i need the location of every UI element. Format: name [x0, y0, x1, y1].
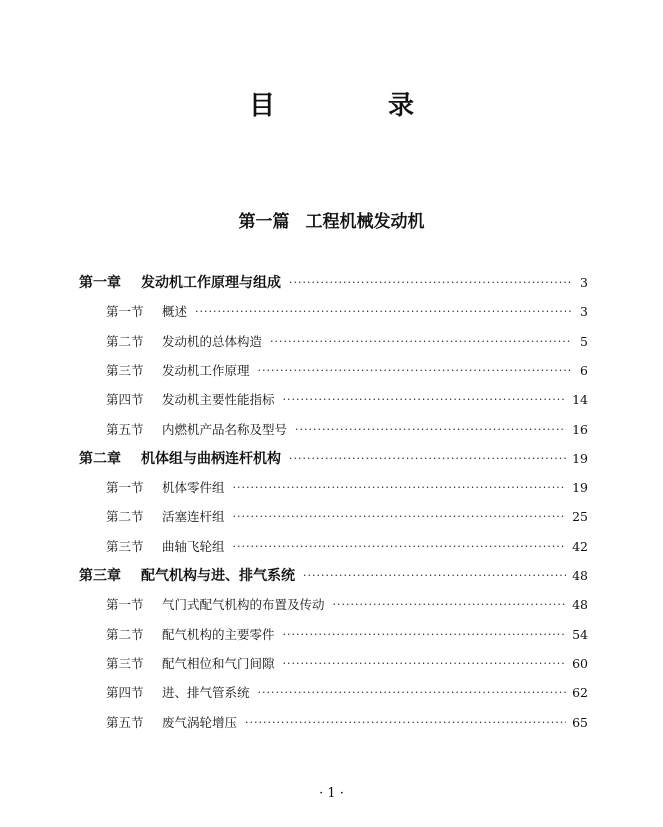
section-title: 发动机主要性能指标	[162, 392, 275, 407]
section-title: 内燃机产品名称及型号	[162, 422, 288, 437]
page-ref: 48	[572, 567, 588, 583]
section-number: 第四节	[106, 392, 144, 407]
dot-leader	[258, 686, 567, 699]
section-number: 第二节	[106, 627, 144, 642]
dot-leader	[233, 540, 567, 553]
section-title: 曲轴飞轮组	[162, 539, 225, 554]
page-ref: 16	[572, 421, 588, 437]
toc-chapter-row[interactable]	[79, 267, 588, 297]
dot-leader	[295, 423, 566, 436]
toc-section-row[interactable]	[106, 355, 588, 385]
section-title: 发动机的总体构造	[162, 334, 263, 349]
toc-section-row[interactable]	[106, 619, 588, 649]
chapter-number: 第二章	[79, 451, 121, 467]
dot-leader	[289, 276, 572, 289]
page-ref: 5	[580, 333, 588, 349]
page-ref: 3	[580, 303, 588, 319]
dot-leader	[195, 305, 572, 318]
section-title: 配气机构的主要零件	[162, 627, 275, 642]
chapter-number: 第三章	[79, 568, 121, 584]
section-title: 废气涡轮增压	[162, 715, 238, 730]
toc-section-row[interactable]	[106, 677, 588, 707]
chapter-title: 机体组与曲柄连杆机构	[141, 451, 281, 467]
chapter-title: 配气机构与进、排气系统	[141, 568, 295, 584]
section-number: 第一节	[106, 304, 144, 319]
page-ref: 19	[572, 450, 588, 466]
dot-leader	[233, 510, 567, 523]
dot-leader	[289, 452, 566, 465]
toc-section-row[interactable]	[106, 472, 588, 502]
toc-section-row[interactable]	[106, 384, 588, 414]
page-ref: 25	[572, 508, 588, 524]
dot-leader	[283, 393, 567, 406]
section-title: 气门式配气机构的布置及传动	[162, 597, 325, 612]
section-number: 第三节	[106, 539, 144, 554]
page-ref: 19	[572, 479, 588, 495]
dot-leader	[258, 364, 572, 377]
section-number: 第二节	[106, 509, 144, 524]
section-title: 机体零件组	[162, 480, 225, 495]
section-title: 概述	[162, 304, 188, 319]
section-title: 配气相位和气门间隙	[162, 656, 275, 671]
part-heading	[0, 208, 663, 236]
chapter-number: 第一章	[79, 275, 121, 291]
section-number: 第二节	[106, 334, 144, 349]
toc-chapter-row[interactable]	[79, 443, 588, 473]
page-number: · 1 ·	[319, 786, 344, 801]
section-title: 活塞连杆组	[162, 509, 225, 524]
page-ref: 48	[572, 596, 588, 612]
section-number: 第五节	[106, 422, 144, 437]
section-number: 第一节	[106, 597, 144, 612]
chapter-title: 发动机工作原理与组成	[141, 275, 281, 291]
dot-leader	[245, 716, 566, 729]
toc-section-row[interactable]	[106, 707, 588, 737]
page-title: 目 录	[248, 91, 467, 121]
section-number: 第三节	[106, 363, 144, 378]
page-ref: 42	[572, 538, 588, 554]
section-title: 进、排气管系统	[162, 685, 250, 700]
page-ref: 65	[572, 714, 588, 730]
toc-section-row[interactable]	[106, 501, 588, 531]
dot-leader	[333, 598, 567, 611]
page-ref: 3	[580, 274, 588, 290]
toc-section-row[interactable]	[106, 589, 588, 619]
toc-section-row[interactable]	[106, 326, 588, 356]
part-name: 工程机械发动机	[305, 212, 425, 232]
page-ref: 60	[572, 655, 588, 671]
dot-leader	[233, 481, 567, 494]
toc-section-row[interactable]	[106, 648, 588, 678]
toc-chapter-row[interactable]	[79, 560, 588, 590]
toc-section-row[interactable]	[106, 296, 588, 326]
dot-leader	[283, 628, 567, 641]
toc-section-row[interactable]	[106, 414, 588, 444]
section-number: 第五节	[106, 715, 144, 730]
page-ref: 6	[580, 362, 588, 378]
page-ref: 14	[572, 391, 588, 407]
dot-leader	[283, 657, 567, 670]
section-number: 第三节	[106, 656, 144, 671]
dot-leader	[270, 335, 572, 348]
section-title: 发动机工作原理	[162, 363, 250, 378]
page-ref: 62	[572, 684, 588, 700]
dot-leader	[303, 569, 566, 582]
page-ref: 54	[572, 626, 588, 642]
toc-section-row[interactable]	[106, 531, 588, 561]
section-number: 第一节	[106, 480, 144, 495]
section-number: 第四节	[106, 685, 144, 700]
part-number: 第一篇	[238, 212, 290, 232]
